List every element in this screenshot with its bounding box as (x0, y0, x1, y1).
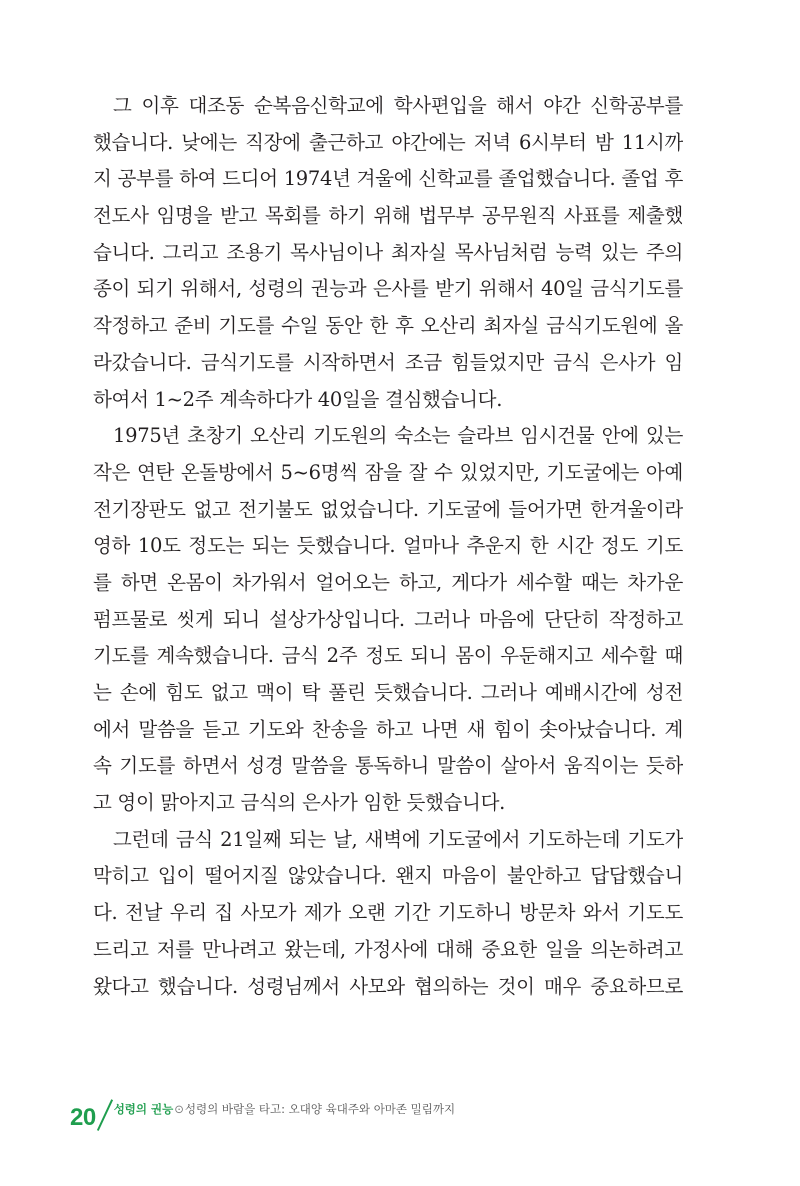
text-line: 드리고 저를 만나려고 왔는데, 가정사에 대해 중요한 일을 의논하려고 (93, 937, 683, 961)
text-line: 막히고 입이 떨어지질 않았습니다. 왠지 마음이 불안하고 답답했습니 (93, 864, 683, 888)
text-line: 영하 10도 정도는 되는 듯했습니다. 얼마나 추운지 한 시간 정도 기도 (93, 534, 683, 558)
book-title: 성령의 권능 (113, 1102, 174, 1116)
text-line: 전도사 임명을 받고 목회를 하기 위해 법무부 공무원직 사표를 제출했 (93, 204, 683, 228)
text-line: 다. 전날 우리 집 사모가 제가 오랜 기간 기도하니 방문차 와서 기도도 (93, 901, 683, 925)
text-line: 를 하면 온몸이 차가워서 얼어오는 하고, 게다가 세수할 때는 차가운 (93, 570, 683, 594)
page-footer (70, 1098, 455, 1130)
text-line: 왔다고 했습니다. 성령님께서 사모와 협의하는 것이 매우 중요하므로 (93, 974, 683, 998)
text-line: 전기장판도 없고 전기불도 없었습니다. 기도굴에 들어가면 한겨울이라 (93, 497, 683, 521)
text-line: 는 손에 힘도 없고 맥이 탁 풀린 듯했습니다. 그러나 예배시간에 성전 (93, 681, 683, 704)
text-line: 하여서 1~2주 계속하다가 40일을 결심했습니다. (93, 387, 503, 411)
footer-divider-slash (98, 1100, 112, 1130)
text-line: 고 영이 맑아지고 금식의 은사가 임한 듯했습니다. (93, 791, 506, 815)
text-line: 지 공부를 하여 드디어 1974년 겨울에 신학교를 졸업했습니다. 졸업 후 (93, 167, 683, 191)
separator-mark: ⊙ (174, 1102, 184, 1116)
text-line: 작정하고 준비 기도를 수일 동안 한 후 오산리 최자실 금식기도원에 올 (93, 314, 683, 338)
text-line: 그 이후 대조동 순복음신학교에 학사편입을 해서 야간 신학공부를 (113, 94, 683, 117)
text-line: 기도를 계속했습니다. 금식 2주 정도 되니 몸이 우둔해지고 세수할 때 (93, 644, 683, 668)
text-line: 습니다. 그리고 조용기 목사님이나 최자실 목사님처럼 능력 있는 주의 (93, 240, 683, 264)
text-line: 라갔습니다. 금식기도를 시작하면서 조금 힘들었지만 금식 은사가 임 (93, 350, 683, 374)
page-number: 20 (70, 1104, 96, 1131)
text-line: 에서 말씀을 듣고 기도와 찬송을 하고 나면 새 힘이 솟아났습니다. 계 (93, 717, 683, 741)
text-line: 작은 연탄 온돌방에서 5~6명씩 잠을 잘 수 있었지만, 기도굴에는 아예 (93, 460, 683, 484)
text-line: 1975년 초창기 오산리 기도원의 숙소는 슬라브 임시건물 안에 있는 (113, 424, 683, 448)
body-text (93, 88, 683, 1005)
text-line: 속 기도를 하면서 성경 말씀을 통독하니 말씀이 살아서 움직이는 듯하 (93, 754, 683, 778)
text-line: 했습니다. 낮에는 직장에 출근하고 야간에는 저녁 6시부터 밤 11시까 (93, 130, 683, 154)
text-line: 그런데 금식 21일째 되는 날, 새벽에 기도굴에서 기도하는데 기도가 (113, 827, 683, 851)
book-subtitle: 성령의 바람을 타고: 오대양 육대주와 아마존 밀림까지 (184, 1102, 456, 1116)
running-head (114, 1102, 455, 1130)
text-line: 종이 되기 위해서, 성령의 권능과 은사를 받기 위해서 40일 금식기도를 (93, 277, 683, 301)
text-line: 펌프물로 씻게 되니 설상가상입니다. 그러나 마음에 단단히 작정하고 (93, 607, 683, 631)
